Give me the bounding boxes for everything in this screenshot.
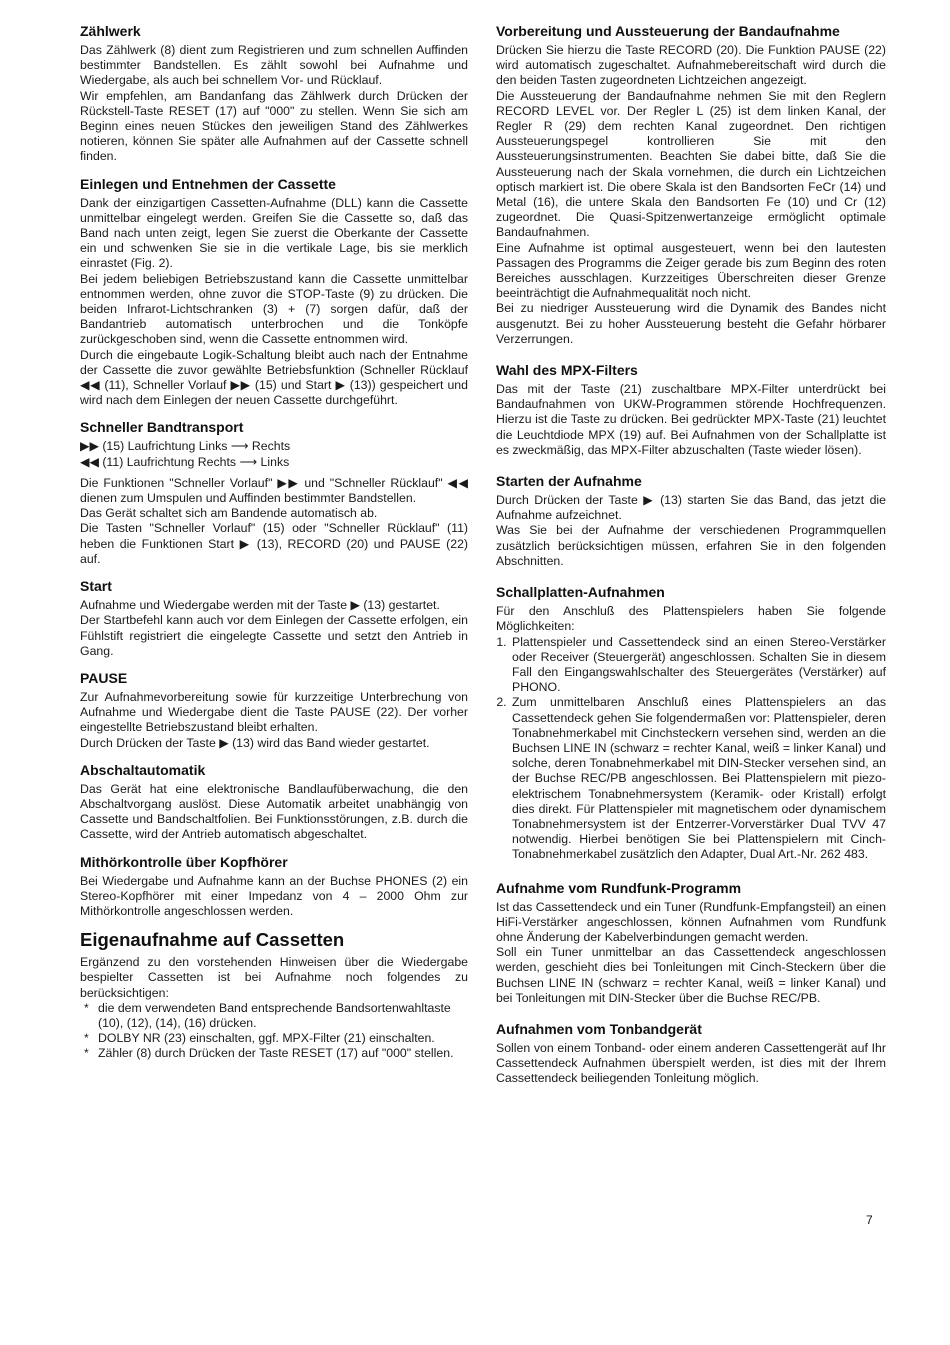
section-starten: [496, 472, 886, 569]
paragraph: Drücken Sie hierzu die Taste RECORD (20). Die Funktion PAUSE (22) wird automatisch zugeschaltet. Aufnahmebereitschaft wird durch die den beiden Tasten zugeordneten Lichtzeichen angezeigt.: [496, 43, 886, 88]
paragraph: Was Sie bei der Aufnahme der verschiedenen Programmquellen zusätzlich berücksichtigen müssen, erfahren Sie in den folgenden Abschnitten.: [496, 523, 886, 568]
section-mithoerkontrolle: [80, 853, 468, 920]
heading-starten: Starten der Aufnahme: [496, 473, 642, 490]
paragraph: Sollen von einem Tonband- oder einem anderen Cassettengerät auf Ihr Cassettendeck Aufnahmen überspielt werden, ist dies mit der Ihrem Cassettendeck beiliegenden Tonleitung möglich.: [496, 1040, 886, 1086]
heading-start: Start: [80, 578, 112, 595]
paragraph: Durch Drücken der Taste ▶ (13) wird das Band wieder gestartet.: [80, 735, 430, 750]
paragraph: Das Zählwerk (8) dient zum Registrieren und zum schnellen Auffinden bestimmter Bandstellen. Es zählt sowohl bei Aufnahme und Wiedergabe, als auch bei schnellem Vor- und Rücklauf.: [80, 43, 468, 88]
section-zaehlwerk: [80, 22, 468, 165]
section-einlegen: [80, 175, 468, 409]
section-eigenaufnahme: [80, 929, 468, 1061]
paragraph: Das Gerät hat eine elektronische Bandlaufüberwachung, die den Abschaltvorgang auslöst. Diese Automatik arbeitet unabhängig von Cassette und Bandschaltfolien. Bei Funktionsstörungen, z.B. durch die Cassette, wird der Antrieb automatisch abgeschaltet.: [80, 781, 468, 842]
heading-abschalt: Abschaltautomatik: [80, 761, 206, 778]
paragraph: Die Aussteuerung der Bandaufnahme nehmen Sie mit den Reglern RECORD LEVEL vor. Der Regler L (25) ist dem linken Kanal, der Regler R (29) dem rechten Kanal zugeordnet. Den richtigen Aussteuerungspegel kontrollieren Sie mit den Aussteuerungsinstrumenten. Beachten Sie dabei bitte, daß Sie die Aussteuerung nach der Skala vornehmen, die durch ein Lichtzeichen optisch markiert ist. Die obere Skala ist den Bandsorten FeCr (14) und Metal (16), die untere Skala den Bandsorten Fe (10) und Cr (12) zugeordnet. Die Quasi-Spitzenwertanzeige ermöglicht optimale Bandaufnahmen.: [496, 88, 886, 240]
paragraph: Dank der einzigartigen Cassetten-Aufnahme (DLL) kann die Cassette unmittelbar eingelegt werden. Greifen Sie die Cassette so, daß das Band nach unten zeigt, legen Sie zuerst die Oberkante der Cassette ein und schwenken Sie sie in die vertikale Lage, bis sie merklich einrastet (Fig. 2).: [80, 195, 468, 271]
section-tonband: [496, 1020, 886, 1087]
list-item: * Zähler (8) durch Drücken der Taste RESET (17) auf "000" stellen.: [80, 1046, 468, 1061]
heading-eigenaufnahme: Eigenaufnahme auf Cassetten: [80, 929, 345, 951]
transport-line-rewind: ◀◀ (11) Laufrichtung Rechts ⟶ Links: [80, 454, 290, 469]
page-number: 7: [866, 1213, 873, 1227]
section-schallplatten: [496, 583, 886, 862]
paragraph: Wir empfehlen, am Bandanfang das Zählwerk durch Drücken der Rückstell-Taste RESET (17) auf "000" zu stellen. Wenn Sie sich am Beginn eines neuen Stückes den jeweiligen Stand des Zählwerkes notieren, können Sie später alle Aufnahmen auf der Cassette schnell finden.: [80, 88, 468, 164]
transport-line-forward: ▶▶ (15) Laufrichtung Links ⟶ Rechts: [80, 439, 291, 454]
heading-zaehlwerk: Zählwerk: [80, 23, 141, 39]
heading-pause: PAUSE: [80, 669, 128, 686]
paragraph: Aufnahme und Wiedergabe werden mit der Taste ▶ (13) gestartet.: [80, 598, 440, 613]
list-item: * DOLBY NR (23) einschalten, ggf. MPX-Filter (21) einschalten.: [80, 1031, 468, 1046]
section-vorbereitung: [496, 22, 886, 347]
list-item: 1. Plattenspieler und Cassettendeck sind an einen Stereo-Verstärker oder Receiver (Steuergerät) angeschlossen. Schalten Sie in diesem Fall den Eingangswahlschalter des Steuergerätes (Verstärker) auf PHONO.: [510, 635, 886, 696]
paragraph: Eine Aufnahme ist optimal ausgesteuert, wenn bei den lautesten Passagen des Programms die Zeiger gerade bis zum Beginn des roten Bereiches ausschlagen. Kurzzeitiges Überschreiten dieser Grenze beeinträchtigt die Aufnahmequalität noch nicht.: [496, 240, 886, 301]
heading-tonband: Aufnahmen vom Tonbandgerät: [496, 1020, 702, 1037]
heading-schallplatten: Schallplatten-Aufnahmen: [496, 584, 665, 601]
paragraph: Soll ein Tuner unmittelbar an das Cassettendeck angeschlossen werden, geschieht dies bei Tonleitungen mit Cinch-Steckern über die Buchsen LINE IN (schwarz = rechter Kanal, weiß = linker Kanal) und bei Tonleitungen mit DIN-Stecker über die Buchse REC/PB.: [496, 945, 886, 1005]
paragraph: Bei zu niedriger Aussteuerung wird die Dynamik des Bandes nicht ausgenutzt. Bei zu hoher Aussteuerung besteht die Gefahr hörbarer Verzerrungen.: [496, 301, 886, 346]
list-item: 2. Zum unmittelbaren Anschluß eines Plattenspielers an das Cassettendeck gehen Sie folgendermaßen vor: Plattenspieler, deren Tonabnehmerkabel mit Cinchsteckern versehen sind, werden an die Buchsen LINE IN (schwarz = rechter Kanal, weiß = linker Kanal) und solche, deren Tonabnehmerkabel mit DIN-Stecker versehen sind, an der Buchse REC/PB angeschlossen. Bei Plattenspielern mit piezo-elektrischem Tonabnehmersystem (Keramik- oder Kristall) erfolgt dies direkt. Für Plattenspieler mit magnetischem oder dynamischem Tonabnehmersystem ist der Entzerrer-Vorverstärker Dual TVV 47 notwendig. Hierbei benötigen Sie bei Plattenspielern mit Cinch-Tonabnehmerkabel zusätzlich den Adapter, Dual Art.-Nr. 262 483.: [510, 695, 886, 862]
section-schneller-bandtransport: [80, 418, 468, 567]
heading-mithoer: Mithörkontrolle über Kopfhörer: [80, 853, 288, 870]
paragraph: Durch die eingebaute Logik-Schaltung bleibt auch nach der Entnahme der Cassette die zuvor gewählte Betriebsfunktion (Schneller Rücklauf ◀◀ (11), Schneller Vorlauf ▶▶ (15) und Start ▶ (13)) gespeichert und wird nach dem Einlegen der neuen Cassette durchgeführt.: [80, 347, 468, 408]
heading-einlegen: Einlegen und Entnehmen der Cassette: [80, 175, 336, 192]
paragraph: Durch Drücken der Taste ▶ (13) starten Sie das Band, das jetzt die Aufnahme aufzeichnet.: [496, 493, 886, 523]
paragraph: Die Funktionen "Schneller Vorlauf" ▶▶ und "Schneller Rücklauf" ◀◀ dienen zum Umspulen und Auffinden bestimmter Bandstellen.: [80, 475, 468, 506]
paragraph: Das Gerät schaltet sich am Bandende automatisch ab.: [80, 506, 378, 521]
heading-rundfunk: Aufnahme vom Rundfunk-Programm: [496, 879, 742, 896]
paragraph: Das mit der Taste (21) zuschaltbare MPX-Filter unterdrückt bei Bandaufnahmen von UKW-Programmen störende Hochfrequenzen. Hierzu ist die Taste zu drücken. Bei gedrückter MPX-Taste (21) leuchtet die Leuchtdiode MPX (19) auf. Bei Aufnahmen von der Schallplatte ist es zweckmäßig, das MPX-Filter abzuschalten (Taste wieder lösen).: [496, 382, 886, 457]
section-pause: [80, 669, 468, 751]
paragraph: Bei Wiedergabe und Aufnahme kann an der Buchse PHONES (2) ein Stereo-Kopfhörer mit einer Impedanz von 4 – 2000 Ohm zur Mithörkontrolle angeschlossen werden.: [80, 873, 468, 918]
section-start: [80, 577, 468, 659]
paragraph: Ergänzend zu den vorstehenden Hinweisen über die Wiedergabe bespielter Cassetten ist bei Aufnahme noch folgendes zu berücksichtigen:: [80, 955, 468, 1000]
paragraph: Der Startbefehl kann auch vor dem Einlegen der Cassette erfolgen, ein Fühlstift registriert die eingelegte Cassette und setzt den Antrieb in Gang.: [80, 613, 468, 658]
heading-vorbereitung: Vorbereitung und Aussteuerung der Bandaufnahme: [496, 23, 840, 39]
right-column: [496, 22, 886, 1097]
numbered-list: [496, 635, 886, 863]
left-column: [80, 22, 468, 1072]
section-rundfunk: [496, 879, 886, 1006]
heading-mpx: Wahl des MPX-Filters: [496, 362, 638, 379]
paragraph: Die Tasten "Schneller Vorlauf" (15) oder "Schneller Rücklauf" (11) heben die Funktionen Start ▶ (13), RECORD (20) und PAUSE (22) auf.: [80, 521, 468, 566]
heading-schneller: Schneller Bandtransport: [80, 419, 244, 436]
section-mpx-filter: [496, 361, 886, 458]
section-abschaltautomatik: [80, 761, 468, 843]
paragraph: Zur Aufnahmevorbereitung sowie für kurzzeitige Unterbrechung von Aufnahme und Wiedergabe dient die Taste PAUSE (22). Der vorher eingestellte Betriebszustand bleibt erhalten.: [80, 689, 468, 735]
paragraph: Bei jedem beliebigen Betriebszustand kann die Cassette unmittelbar entnommen werden, ohne zuvor die STOP-Taste (9) zu drücken. Die beiden Infrarot-Lichtschranken (3) + (7) sorgen dafür, daß der Bandantrieb automatisch unterbrochen und die Tonköpfe zurückgeschoben sind, wenn die Cassette entnommen wird.: [80, 271, 468, 347]
checklist: [80, 1001, 468, 1062]
paragraph: Für den Anschluß des Plattenspielers haben Sie folgende Möglichkeiten:: [496, 604, 886, 634]
list-item: * die dem verwendeten Band entsprechende Bandsortenwahltaste (10), (12), (14), (16) drücken.: [80, 1001, 468, 1031]
paragraph: Ist das Cassettendeck und ein Tuner (Rundfunk-Empfangsteil) an einen HiFi-Verstärker angeschlossen, können Aufnahmen vom Rundfunk ohne Änderung der Kabelverbindungen gemacht werden.: [496, 899, 886, 944]
